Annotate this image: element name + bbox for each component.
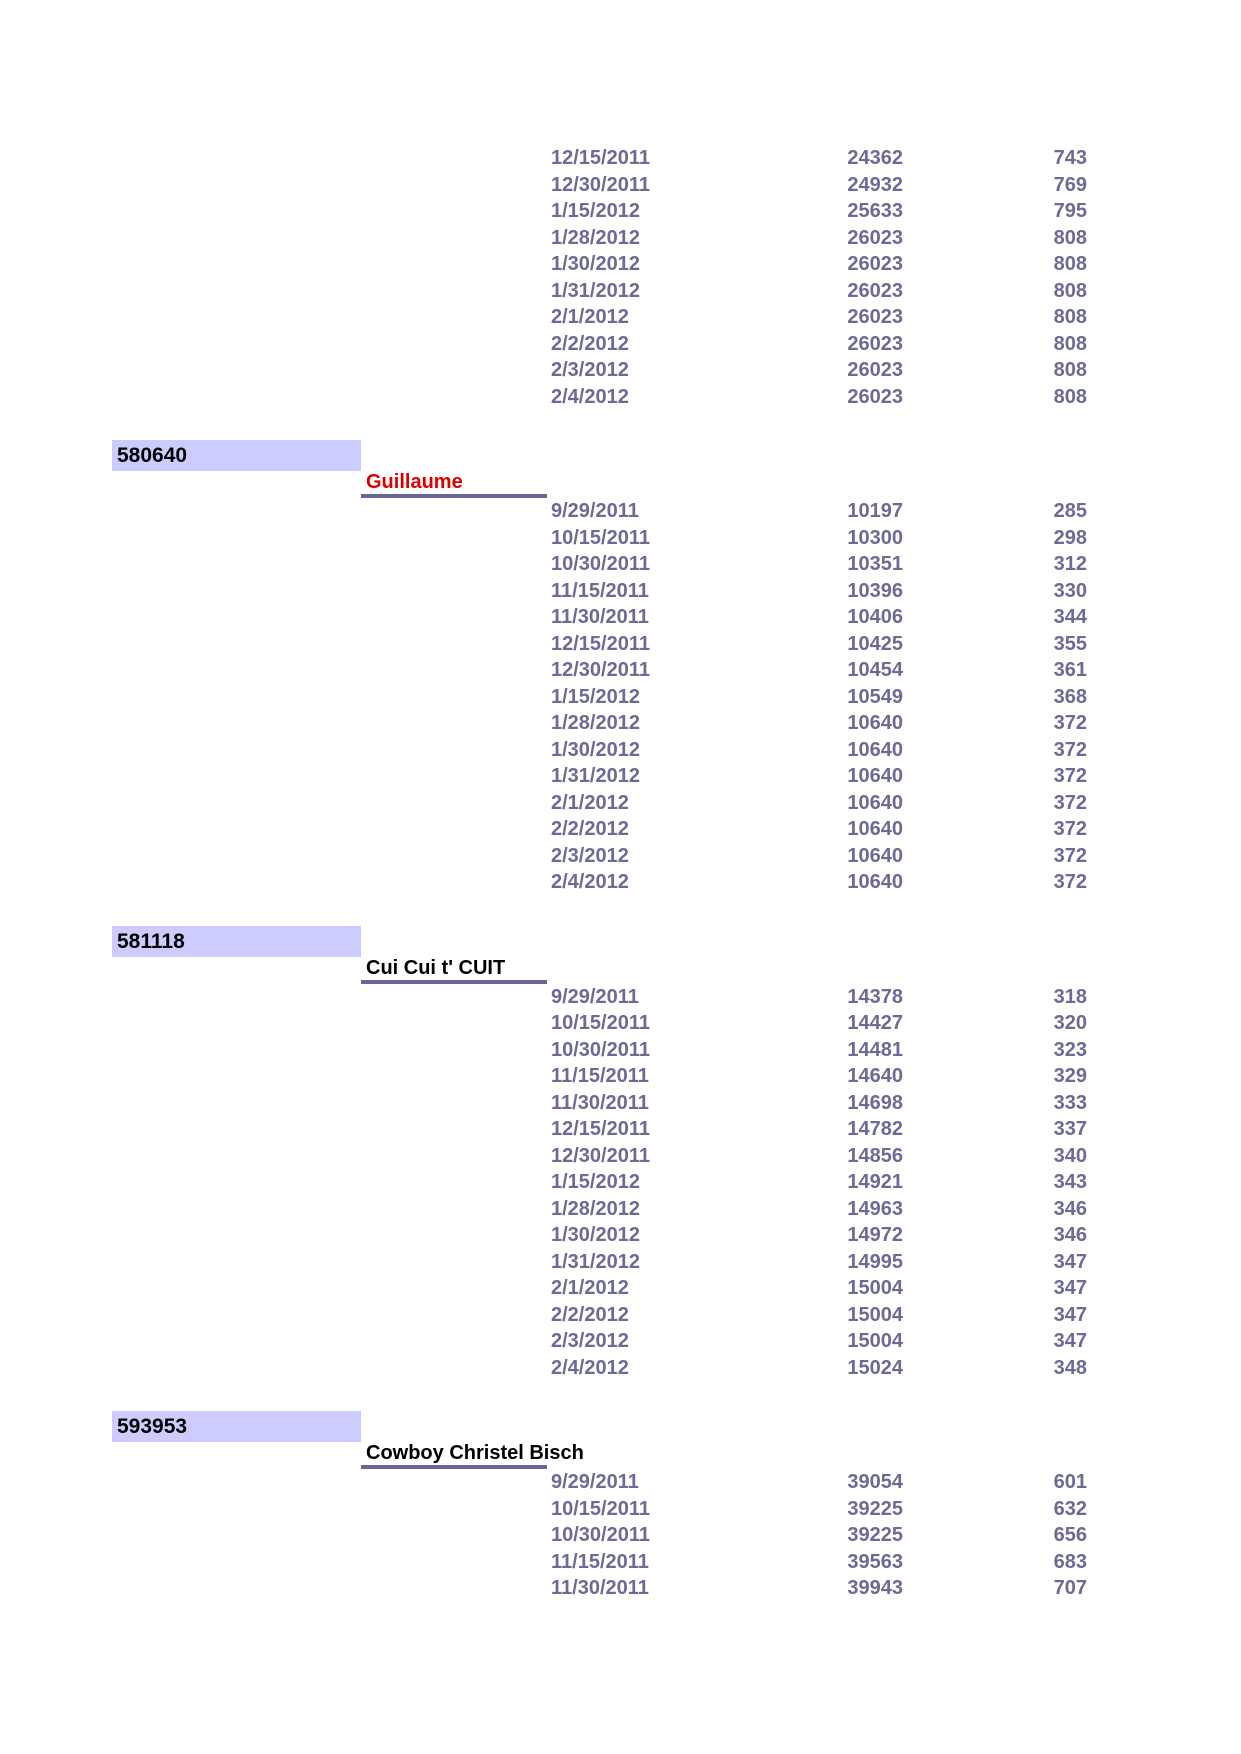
value1-cell: 10640 bbox=[847, 844, 903, 867]
table-row bbox=[0, 1143, 1241, 1170]
value1-cell: 10640 bbox=[847, 712, 903, 734]
value1-cell: 14995 bbox=[847, 1250, 903, 1273]
table-row bbox=[0, 304, 1241, 331]
value2-cell: 298 bbox=[1053, 526, 1087, 549]
value2-cell: 312 bbox=[1053, 553, 1087, 575]
value1-cell: 26023 bbox=[847, 226, 903, 249]
date-cell: 2/4/2012 bbox=[551, 385, 629, 408]
value1-cell: 14481 bbox=[847, 1038, 903, 1061]
value1-cell: 14698 bbox=[847, 1091, 903, 1114]
table-row bbox=[0, 631, 1241, 658]
date-cell: 1/31/2012 bbox=[551, 765, 640, 787]
value1-cell: 14856 bbox=[847, 1144, 903, 1167]
date-cell: 2/2/2012 bbox=[551, 332, 629, 355]
value1-cell: 26023 bbox=[847, 253, 903, 275]
date-cell: 12/30/2011 bbox=[551, 1144, 650, 1167]
value1-cell: 10396 bbox=[847, 579, 903, 602]
table-row bbox=[0, 551, 1241, 578]
value2-cell: 808 bbox=[1053, 359, 1087, 381]
group-name-header: Cowboy Christel Bisch bbox=[361, 1439, 547, 1469]
value1-cell: 24932 bbox=[847, 173, 903, 196]
value1-cell: 15024 bbox=[847, 1356, 903, 1379]
value2-cell: 372 bbox=[1053, 712, 1087, 734]
table-row bbox=[0, 331, 1241, 358]
table-row bbox=[0, 1469, 1241, 1496]
date-cell: 10/15/2011 bbox=[551, 1497, 650, 1520]
date-cell: 12/15/2011 bbox=[551, 147, 650, 169]
date-cell: 2/3/2012 bbox=[551, 359, 629, 381]
value1-cell: 10300 bbox=[847, 526, 903, 549]
table-row bbox=[0, 684, 1241, 711]
value2-cell: 330 bbox=[1053, 579, 1087, 602]
value1-cell: 10640 bbox=[847, 738, 903, 761]
value1-cell: 39225 bbox=[847, 1524, 903, 1546]
date-cell: 2/3/2012 bbox=[551, 844, 629, 867]
value1-cell: 10454 bbox=[847, 659, 903, 681]
value2-cell: 347 bbox=[1053, 1250, 1087, 1273]
value2-cell: 372 bbox=[1053, 871, 1087, 893]
group-name-header: Cui Cui t' CUIT bbox=[361, 954, 547, 984]
table-row bbox=[0, 604, 1241, 631]
value1-cell: 39563 bbox=[847, 1550, 903, 1573]
value2-cell: 808 bbox=[1053, 385, 1087, 408]
date-cell: 11/30/2011 bbox=[551, 1091, 649, 1114]
table-row bbox=[0, 1328, 1241, 1355]
table-row bbox=[0, 1355, 1241, 1382]
value1-cell: 39225 bbox=[847, 1497, 903, 1520]
date-cell: 11/15/2011 bbox=[551, 1550, 649, 1573]
value1-cell: 26023 bbox=[847, 279, 903, 302]
table-row bbox=[0, 225, 1241, 252]
value1-cell: 10549 bbox=[847, 685, 903, 708]
date-cell: 12/30/2011 bbox=[551, 659, 650, 681]
table-row bbox=[0, 737, 1241, 764]
table-row bbox=[0, 657, 1241, 684]
date-cell: 12/15/2011 bbox=[551, 632, 650, 655]
value1-cell: 24362 bbox=[847, 147, 903, 169]
date-cell: 2/1/2012 bbox=[551, 306, 629, 328]
group-id-header: 580640 bbox=[112, 440, 361, 471]
date-cell: 12/15/2011 bbox=[551, 1118, 650, 1140]
value2-cell: 320 bbox=[1053, 1012, 1087, 1034]
value2-cell: 372 bbox=[1053, 738, 1087, 761]
value1-cell: 14427 bbox=[847, 1012, 903, 1034]
table-row bbox=[0, 1169, 1241, 1196]
date-cell: 1/15/2012 bbox=[551, 200, 640, 222]
table-row bbox=[0, 278, 1241, 305]
table-row bbox=[0, 198, 1241, 225]
table-row bbox=[0, 1275, 1241, 1302]
date-cell: 9/29/2011 bbox=[551, 985, 639, 1008]
table-row bbox=[0, 869, 1241, 896]
value2-cell: 337 bbox=[1053, 1118, 1087, 1140]
value2-cell: 329 bbox=[1053, 1065, 1087, 1087]
value1-cell: 10640 bbox=[847, 818, 903, 840]
date-cell: 1/30/2012 bbox=[551, 738, 640, 761]
value1-cell: 10640 bbox=[847, 871, 903, 893]
value1-cell: 10351 bbox=[847, 553, 903, 575]
value2-cell: 361 bbox=[1053, 659, 1087, 681]
value2-cell: 707 bbox=[1053, 1577, 1087, 1599]
table-row bbox=[0, 1575, 1241, 1602]
value1-cell: 14963 bbox=[847, 1197, 903, 1220]
value2-cell: 808 bbox=[1053, 226, 1087, 249]
table-row bbox=[0, 816, 1241, 843]
value1-cell: 15004 bbox=[847, 1330, 903, 1352]
date-cell: 2/4/2012 bbox=[551, 1356, 629, 1379]
group-id-header: 581118 bbox=[112, 926, 361, 957]
date-cell: 2/2/2012 bbox=[551, 1303, 629, 1326]
date-cell: 10/30/2011 bbox=[551, 553, 650, 575]
date-cell: 1/28/2012 bbox=[551, 712, 640, 734]
date-cell: 12/30/2011 bbox=[551, 173, 650, 196]
value1-cell: 26023 bbox=[847, 306, 903, 328]
table-row bbox=[0, 525, 1241, 552]
date-cell: 2/2/2012 bbox=[551, 818, 629, 840]
value1-cell: 14640 bbox=[847, 1065, 903, 1087]
value2-cell: 601 bbox=[1053, 1471, 1087, 1493]
table-row bbox=[0, 251, 1241, 278]
value2-cell: 343 bbox=[1053, 1171, 1087, 1193]
table-row bbox=[0, 1196, 1241, 1223]
table-row bbox=[0, 1037, 1241, 1064]
value1-cell: 39943 bbox=[847, 1577, 903, 1599]
date-cell: 11/30/2011 bbox=[551, 1577, 649, 1599]
value1-cell: 14972 bbox=[847, 1224, 903, 1246]
date-cell: 9/29/2011 bbox=[551, 500, 639, 522]
table-row bbox=[0, 1063, 1241, 1090]
table-row bbox=[0, 1522, 1241, 1549]
value1-cell: 15004 bbox=[847, 1277, 903, 1299]
date-cell: 1/15/2012 bbox=[551, 685, 640, 708]
table-row bbox=[0, 172, 1241, 199]
value2-cell: 795 bbox=[1053, 200, 1087, 222]
value2-cell: 743 bbox=[1053, 147, 1087, 169]
date-cell: 10/30/2011 bbox=[551, 1038, 650, 1061]
date-cell: 11/15/2011 bbox=[551, 1065, 649, 1087]
value2-cell: 346 bbox=[1053, 1224, 1087, 1246]
group-id-header: 593953 bbox=[112, 1411, 361, 1442]
date-cell: 1/31/2012 bbox=[551, 1250, 640, 1273]
table-row bbox=[0, 1222, 1241, 1249]
value1-cell: 26023 bbox=[847, 359, 903, 381]
table-row bbox=[0, 498, 1241, 525]
table-row bbox=[0, 1302, 1241, 1329]
value1-cell: 10640 bbox=[847, 791, 903, 814]
value1-cell: 26023 bbox=[847, 385, 903, 408]
value2-cell: 808 bbox=[1053, 253, 1087, 275]
date-cell: 11/15/2011 bbox=[551, 579, 649, 602]
value1-cell: 25633 bbox=[847, 200, 903, 222]
value1-cell: 26023 bbox=[847, 332, 903, 355]
date-cell: 10/15/2011 bbox=[551, 1012, 650, 1034]
date-cell: 1/28/2012 bbox=[551, 1197, 640, 1220]
date-cell: 9/29/2011 bbox=[551, 1471, 639, 1493]
value2-cell: 348 bbox=[1053, 1356, 1087, 1379]
table-row bbox=[0, 1496, 1241, 1523]
value2-cell: 808 bbox=[1053, 279, 1087, 302]
value1-cell: 14378 bbox=[847, 985, 903, 1008]
date-cell: 10/30/2011 bbox=[551, 1524, 650, 1546]
table-row bbox=[0, 357, 1241, 384]
table-row bbox=[0, 763, 1241, 790]
table-row bbox=[0, 145, 1241, 172]
table-row bbox=[0, 384, 1241, 411]
value1-cell: 15004 bbox=[847, 1303, 903, 1326]
value2-cell: 683 bbox=[1053, 1550, 1087, 1573]
table-row bbox=[0, 1090, 1241, 1117]
date-cell: 1/30/2012 bbox=[551, 253, 640, 275]
value2-cell: 656 bbox=[1053, 1524, 1087, 1546]
date-cell: 1/28/2012 bbox=[551, 226, 640, 249]
date-cell: 2/4/2012 bbox=[551, 871, 629, 893]
date-cell: 2/1/2012 bbox=[551, 791, 629, 814]
value2-cell: 808 bbox=[1053, 332, 1087, 355]
value2-cell: 372 bbox=[1053, 818, 1087, 840]
value1-cell: 14921 bbox=[847, 1171, 903, 1193]
value2-cell: 346 bbox=[1053, 1197, 1087, 1220]
date-cell: 11/30/2011 bbox=[551, 606, 649, 628]
value1-cell: 10425 bbox=[847, 632, 903, 655]
value2-cell: 347 bbox=[1053, 1277, 1087, 1299]
table-row bbox=[0, 1010, 1241, 1037]
value1-cell: 14782 bbox=[847, 1118, 903, 1140]
value2-cell: 318 bbox=[1053, 985, 1087, 1008]
value2-cell: 769 bbox=[1053, 173, 1087, 196]
value2-cell: 340 bbox=[1053, 1144, 1087, 1167]
table-row bbox=[0, 578, 1241, 605]
value2-cell: 808 bbox=[1053, 306, 1087, 328]
value2-cell: 344 bbox=[1053, 606, 1087, 628]
date-cell: 1/30/2012 bbox=[551, 1224, 640, 1246]
date-cell: 2/1/2012 bbox=[551, 1277, 629, 1299]
table-row bbox=[0, 1249, 1241, 1276]
value1-cell: 10406 bbox=[847, 606, 903, 628]
value2-cell: 355 bbox=[1053, 632, 1087, 655]
table-row bbox=[0, 843, 1241, 870]
value1-cell: 10640 bbox=[847, 765, 903, 787]
value2-cell: 368 bbox=[1053, 685, 1087, 708]
value2-cell: 632 bbox=[1053, 1497, 1087, 1520]
table-row bbox=[0, 1116, 1241, 1143]
value2-cell: 333 bbox=[1053, 1091, 1087, 1114]
value2-cell: 323 bbox=[1053, 1038, 1087, 1061]
value2-cell: 372 bbox=[1053, 765, 1087, 787]
value2-cell: 347 bbox=[1053, 1330, 1087, 1352]
value1-cell: 39054 bbox=[847, 1471, 903, 1493]
table-row bbox=[0, 710, 1241, 737]
date-cell: 2/3/2012 bbox=[551, 1330, 629, 1352]
table-row bbox=[0, 1549, 1241, 1576]
date-cell: 1/15/2012 bbox=[551, 1171, 640, 1193]
table-row bbox=[0, 984, 1241, 1011]
date-cell: 1/31/2012 bbox=[551, 279, 640, 302]
value1-cell: 10197 bbox=[847, 500, 903, 522]
value2-cell: 372 bbox=[1053, 844, 1087, 867]
table-row bbox=[0, 790, 1241, 817]
value2-cell: 347 bbox=[1053, 1303, 1087, 1326]
value2-cell: 372 bbox=[1053, 791, 1087, 814]
group-name-header: Guillaume bbox=[361, 468, 547, 498]
value2-cell: 285 bbox=[1053, 500, 1087, 522]
date-cell: 10/15/2011 bbox=[551, 526, 650, 549]
